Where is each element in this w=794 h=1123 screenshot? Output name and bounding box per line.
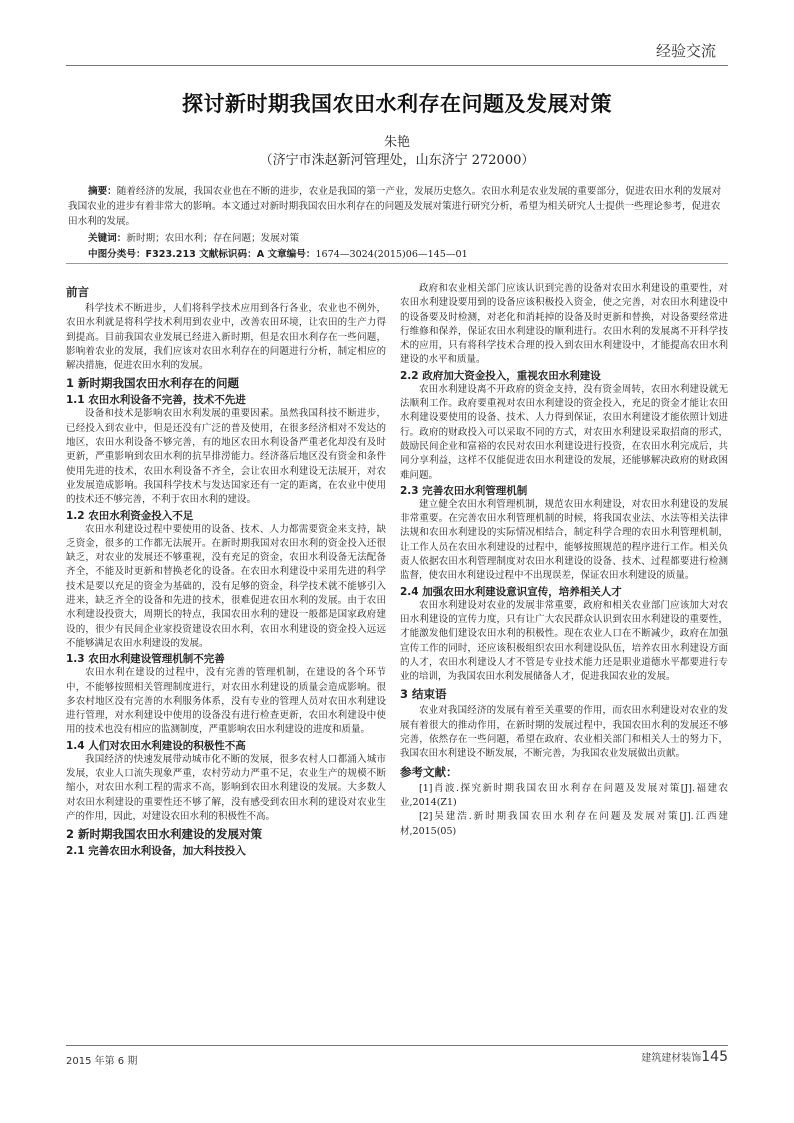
subsection-heading-1-3: 1.3 农田水利建设管理机制不完善 [66,653,225,666]
article-number: 1674—3024(2015)06—145—01 [315,249,468,260]
paragraph: 农田水利建设对农业的发展非常重要，政府和相关农业部门应该加大对农田水利建设的宣传力度，只有让广大农民群众认识到农田水利建设的重要性，才能激发他们建设农田水利的积极性。现在农业人口在不断减少，政府在加强宣传工作的同时，还应该积极组织农田水利建设队伍，培养农田水利建设方面的人才，农田水利建设人才不管是专业技术能力还是职业道德水平都要进行专业的培训，为我国农田水利发展储备人才，促进我国农业的发展。 [400,599,728,683]
paragraph: 政府和农业相关部门应该认识到完善的设备对农田水利建设的重要性，对农田水利建设要用到的设备应该积极投入资金，使之完善，对农田水利建设中的设备要及时检测，对老化和消耗掉的设备及时更新和替换，对设备要经常进行维修和保养，保证农田水利建设的顺利进行。农田水利的发展离不开科学技术的应用，只有将科学技术合理的投入到农田水利建设中，才能提高农田水利建设的水平和质量。 [400,283,728,366]
paragraph: 建立健全农田水利管理机制，规范农田水利建设，对农田水利建设的发展非常重要。在完善农田水利管理机制的时候，将我国农业法、水法等相关法律法规和农田水利建设的实际情况相结合，制定科学合理的农田水利管理机制，让工作人员在农田水利建设的过程中，能够按照规范的程序进行工作。相关负责人依据农田水利管理制度对农田水利建设的设备、技术、过程都要进行检测监督，使农田水利建设过程中不出现误差，保证农田水利建设的质量。 [400,498,728,582]
paragraph: 农田水利在建设的过程中，没有完善的管理机制，在建设的各个环节中，不能够按照相关管理制度进行，对农田水利建设的质量会造成影响。很多农村地区没有完善的水利服务体系，没有专业的管理人员对农田水利建设进行管理，对水利建设中使用的设备没有进行检查更新，农田水利建设中使用的技术也没有相应的监测制度，严重影响农田水利建设的进度和质量。 [66,667,386,736]
article-author: 朱艳 [383,135,410,150]
footer-rule [66,1045,728,1046]
paragraph: 农田水利建设过程中要使用的设备、技术、人力都需要资金来支持，缺乏资金，很多的工作都无法展开。在新时期我国对农田水利的资金投入还很缺乏，对农业的发展还不够重视，没有充足的资金，农田水利设备无法配备齐全，不能及时更新和替换老化的设备。在农田水利建设中采用先进的科学技术是要以充足的资金为基础的，没有足够的资金，科学技术就不能够引入进来，缺乏齐全的设备和先进的技术，很难促进农田水利的发展。由于农田水利建设投资大，周期长的特点，我国农田水利的建设一般都是国家政府建设的，很少有民间企业家投资建设农田水利，农田水利建设的资金投入远远不能够满足农田水利建设的发展。 [66,523,386,649]
keywords-text: 新时期；农田水利；存在问题；发展对策 [126,233,300,244]
article-title: 探讨新时期我国农田水利存在问题及发展对策 [182,92,612,116]
paragraph: 农田水利建设离不开政府的资金支持，没有资金周转，农田水利建设就无法顺利工作。政府要重视对农田水利建设的资金投入，充足的资金才能让农田水利建设要使用的设备、技术、人力得到保证，农田水利建设才能依照计划进行。政府的财政投入可以采取不同的方式，对农田水利建设采取招商的形式，鼓励民间企业和富裕的农民对农田水利建设进行投资，在农田水利完成后，共同分享利益，这样不仅能促进农田水利建设的发展，还能够解决政府的财政困难问题。 [400,383,728,481]
classification-label: 中图分类号：F323.213 文献标识码：A 文章编号： [88,249,316,260]
right-column [400,282,728,839]
references-heading: 参考文献： [400,764,458,779]
subsection-heading-1-4: 1.4 人们对农田水利建设的积极性不高 [66,739,246,752]
column-tag: 经验交流 [655,42,716,60]
page-number: 145 [701,1049,728,1065]
footer-journal [641,1049,728,1065]
abstract [68,184,724,229]
keywords [88,230,299,244]
section-heading-intro: 前言 [66,285,89,299]
article-affiliation: （济宁市洙赵新河管理处，山东济宁 272000） [259,153,535,168]
reference-item: [1]肖波.探究新时期我国农田水利存在问题及发展对策[J].福建农业,2014(Z1) [400,782,728,808]
abstract-rule [66,263,728,264]
subsection-heading-2-3: 2.3 完善农田水利管理机制 [400,484,528,497]
reference-item: [2]吴建浩.新时期我国农田水利存在问题及发展对策[J].江西建材,2015(05) [400,811,728,837]
keywords-label: 关键词： [88,233,127,244]
paragraph: 我国经济的快速发展带动城市化不断的发展，很多农村人口都涌入城市发展，农业人口流失现象严重，农村劳动力严重不足，农业生产的规模不断缩小，对农田水利工程的需求不高，影响到农田水利建设的发展。大多数人对农田水利建设的重要性还不够了解，没有感受到农田水利的建设对农业生产的作用，因此，对建设农田水利的积极性不高。 [66,753,386,822]
paragraph: 科学技术不断进步，人们将科学技术应用到各行各业，农业也不例外，农田水利就是将科学技术利用到农业中，改善农田环境，让农田的生产力得到提高。目前我国农业发展已经进入新时期，但是农田水利存在一些问题，影响着农业的发展，我们应该对农田水利存在的问题进行分析，制定相应的解决措施，促进农田水利的发展。 [66,303,386,372]
paragraph: 设备和技术是影响农田水利发展的重要因素。虽然我国科技不断进步，已经投入到农业中，但是还没有广泛的普及使用，在很多经济相对不发达的地区，农田水利设备不够完善，有的地区农田水利设备严重老化却没有及时更新，严重影响到农田水利的抗旱排涝能力。经济落后地区没有资金和条件使用先进的技术，农田水利设备不齐全，会让农田水利建设无法展开，对农业发展造成影响。我国科学技术与发达国家还有一定的距离，在农业中使用的技术还不够完善，不利于农田水利的建设。 [66,408,386,506]
subsection-heading-2-2: 2.2 政府加大资金投入，重视农田水利建设 [400,369,601,382]
subsection-heading-2-1: 2.1 完善农田水利设备，加大科技投入 [66,845,246,858]
top-rule [66,65,728,66]
abstract-text: 随着经济的发展，我国农业也在不断的进步，农业是我国的第一产业，发展历史悠久。农田水利是农业发展的重要部分，促进农田水利的发展对我国农业的进步有着非常大的影响。本文通过对新时期我国农田水利存在的问题及发展对策进行研究分析，希望为相关研究人士提供一些理论参考，促进农田水利的发展。 [68,186,722,227]
paragraph: 农业对我国经济的发展有着至关重要的作用，而农田水利建设对农业的发展有着很大的推动作用，在新时期的发展过程中，我国农田水利的发展还不够完善，依然存在一些问题，希望在政府、农业相关部门和相关人士的努力下，我国农田水利建设不断发展，不断完善，为我国农业发展做出贡献。 [400,705,728,760]
section-heading-3: 3 结束语 [400,687,447,702]
subsection-heading-2-4: 2.4 加强农田水利建设意识宣传，培养相关人才 [400,585,622,598]
footer-issue: 2015 年第 6 期 [66,1056,138,1067]
journal-name: 建筑建材装饰 [641,1053,702,1064]
left-column [66,282,386,858]
subsection-heading-1-2: 1.2 农田水利资金投入不足 [66,509,194,522]
section-heading-1: 1 新时期我国农田水利存在的问题 [66,376,240,391]
section-heading-2: 2 新时期我国农田水利建设的发展对策 [66,827,263,842]
abstract-label: 摘要： [88,186,117,197]
classification [88,246,468,260]
subsection-heading-1-1: 1.1 农田水利设备不完善，技术不先进 [66,394,246,407]
